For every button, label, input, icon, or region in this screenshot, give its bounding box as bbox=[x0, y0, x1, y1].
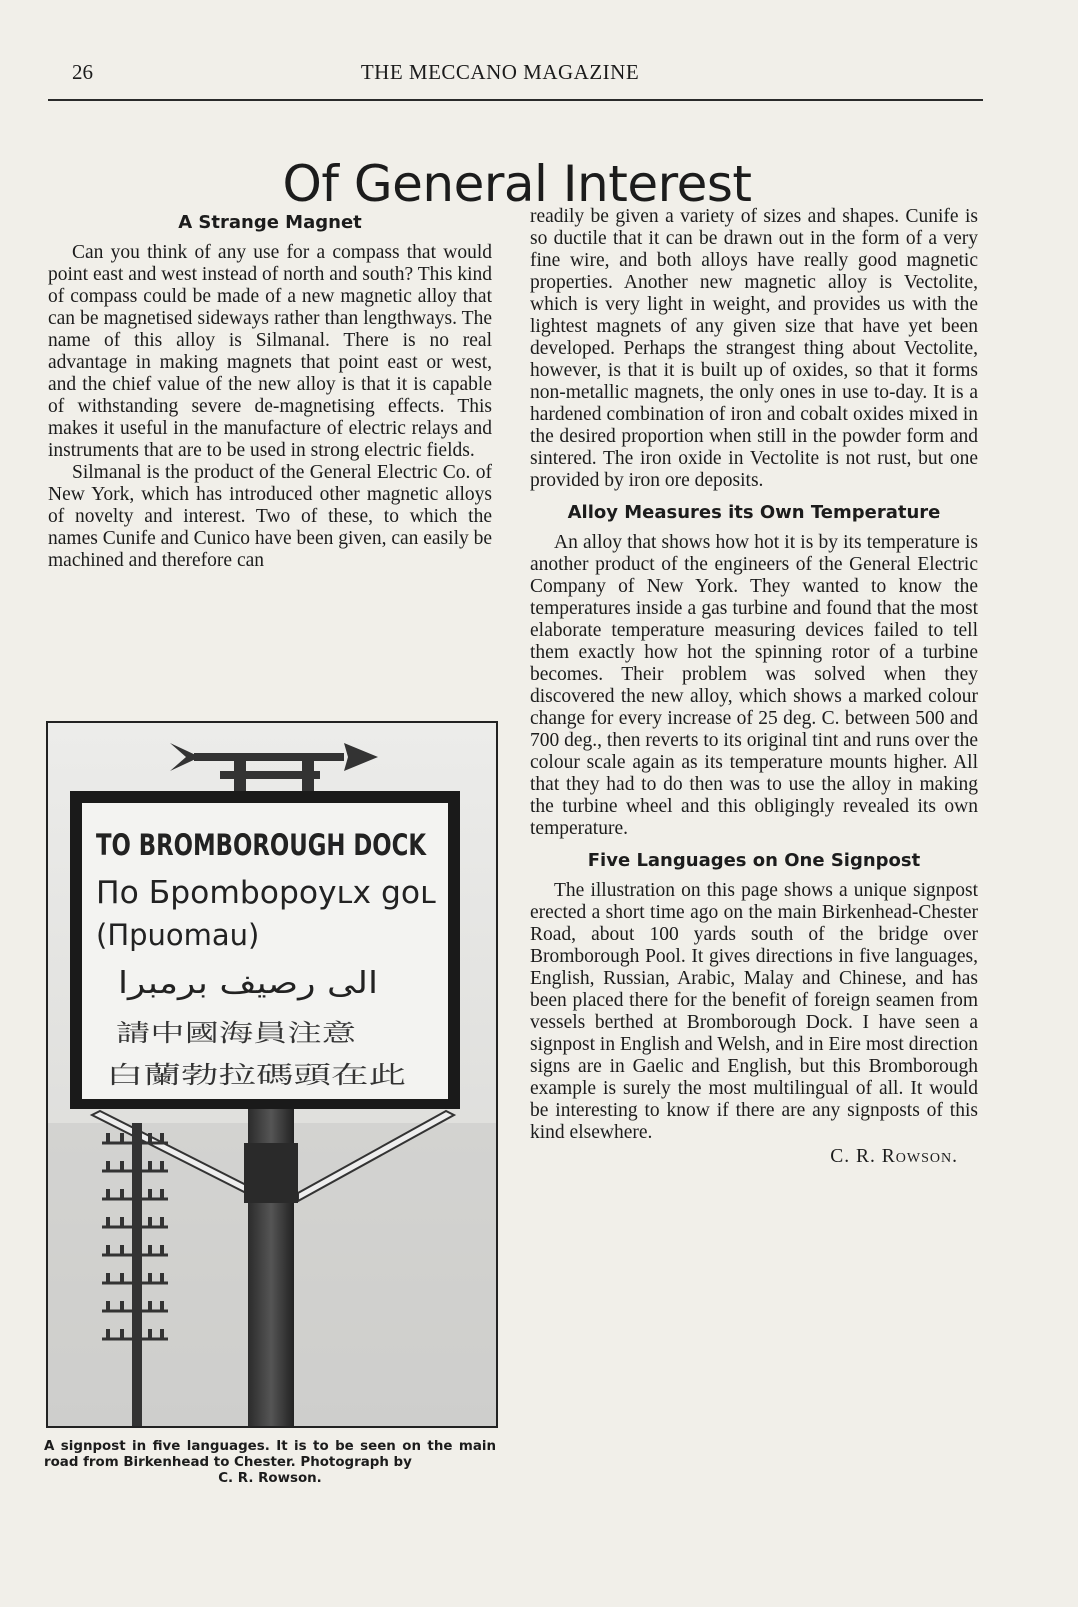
left-column bbox=[48, 210, 492, 572]
signpost-photo bbox=[46, 721, 498, 1428]
sign-line-english: TO BROMBOROUGH DOCK bbox=[96, 828, 428, 862]
caption-credit: C. R. Rowson. bbox=[218, 1471, 322, 1486]
paragraph: The illustration on this page shows a unique signpost erected a short time ago on the main Birkenhead-Chester Road, about 100 yards south of the bridge over Bromborough Pool. It gives directions in five languages, English, Russian, Arabic, Malay and Chinese, and has been placed there for the benefit of foreign seamen from vessels berthed at Bromborough Dock. I have seen a signpost in English and Welsh, and in Eire most direction signs are in Gaelic and English, but this Bromborough example is surely the most multilingual of all. It would be interesting to know if there are any signposts of this kind elsewhere. bbox=[530, 880, 978, 1143]
signpost-illustration bbox=[48, 723, 496, 1426]
section-title-alloy-temperature: Alloy Measures its Own Temperature bbox=[567, 502, 941, 523]
section-title-five-languages: Five Languages on One Signpost bbox=[587, 850, 921, 871]
post-clamp bbox=[244, 1143, 298, 1203]
paragraph: readily be given a variety of sizes and shapes. Cunife is so ductile that it can be drawn out in the form of a very fine wire, and both alloys have really good magnetic properties. Another new magnetic alloy is Vectolite, which is very light in weight, and provides us with the lightest magnets of any given size that have yet been developed. Perhaps the strangest thing about Vectolite, however, is that it is built up of oxides, so that it forms non-metallic magnets, the only ones in use to-day. It is a hardened combination of iron and cobalt oxides mixed in the desired proportion when still in the powder form and sintered. The iron oxide in Vectolite is not rust, but one provided by iron ore deposits. bbox=[530, 206, 978, 491]
author-signature: C. R. Rowson. bbox=[830, 1146, 958, 1167]
sign-line-chinese-2: 白蘭勃拉碼頭在此 bbox=[106, 1061, 406, 1089]
photo-caption bbox=[44, 1439, 496, 1487]
header-rule bbox=[48, 99, 983, 101]
running-head: THE MECCANO MAGAZINE bbox=[360, 60, 640, 84]
paragraph: An alloy that shows how hot it is by its temperature is another product of the engineers of the General Electric Company of New York. They wanted to know the temperatures inside a gas turbine and found that the most elaborate temperature measuring devices failed to tell them exactly how hot the spinning rotor of a turbine becomes. Their problem was solved when they discovered the new alloy, which shows a marked colour change for every increase of 25 deg. C. between 500 and 700 deg., then reverts to its original tint and runs over the colour scale again as its temperature mounts higher. All that they had to do then was to use the alloy in making the turbine wheel and this obligingly revealed its own temperature. bbox=[530, 532, 978, 839]
paragraph: Silmanal is the product of the General Electric Co. of New York, which has introduced other magnetic alloys of novelty and interest. Two of these, to which the names Cunife and Cunico have been given, can easily be machined and therefore can bbox=[48, 462, 493, 571]
section-title-strange-magnet: A Strange Magnet bbox=[178, 212, 362, 233]
right-column bbox=[530, 206, 978, 1168]
caption-text: A signpost in five languages. It is to be seen on the main road from Birkenhead to Chester. Photograph by bbox=[44, 1439, 496, 1470]
sign-line-arabic: الى رصيف برمبرا bbox=[118, 966, 378, 1001]
paragraph: Can you think of any use for a compass that would point east and west instead of north and south? This kind of compass could be made of a new magnetic alloy that can be magnetised sideways rather than lengthways. The name of this alloy is Silmanal. There is no real advantage in making magnets that point east or west, and the chief value of the new alloy is that it is capable of withstanding severe de-magnetising effects. This makes it useful in the manufacture of electric relays and instruments that are to be used in strong electric fields. bbox=[48, 242, 492, 461]
sign-line-chinese-1: 請中國海員注意 bbox=[116, 1019, 356, 1047]
page-title: Of General Interest bbox=[282, 154, 752, 213]
page-number: 26 bbox=[72, 60, 93, 84]
sign-line-russian: Πo Бpombopoyʟx goʟ bbox=[96, 875, 437, 911]
sign-line-russian-2: (Πpuomau) bbox=[96, 918, 260, 952]
